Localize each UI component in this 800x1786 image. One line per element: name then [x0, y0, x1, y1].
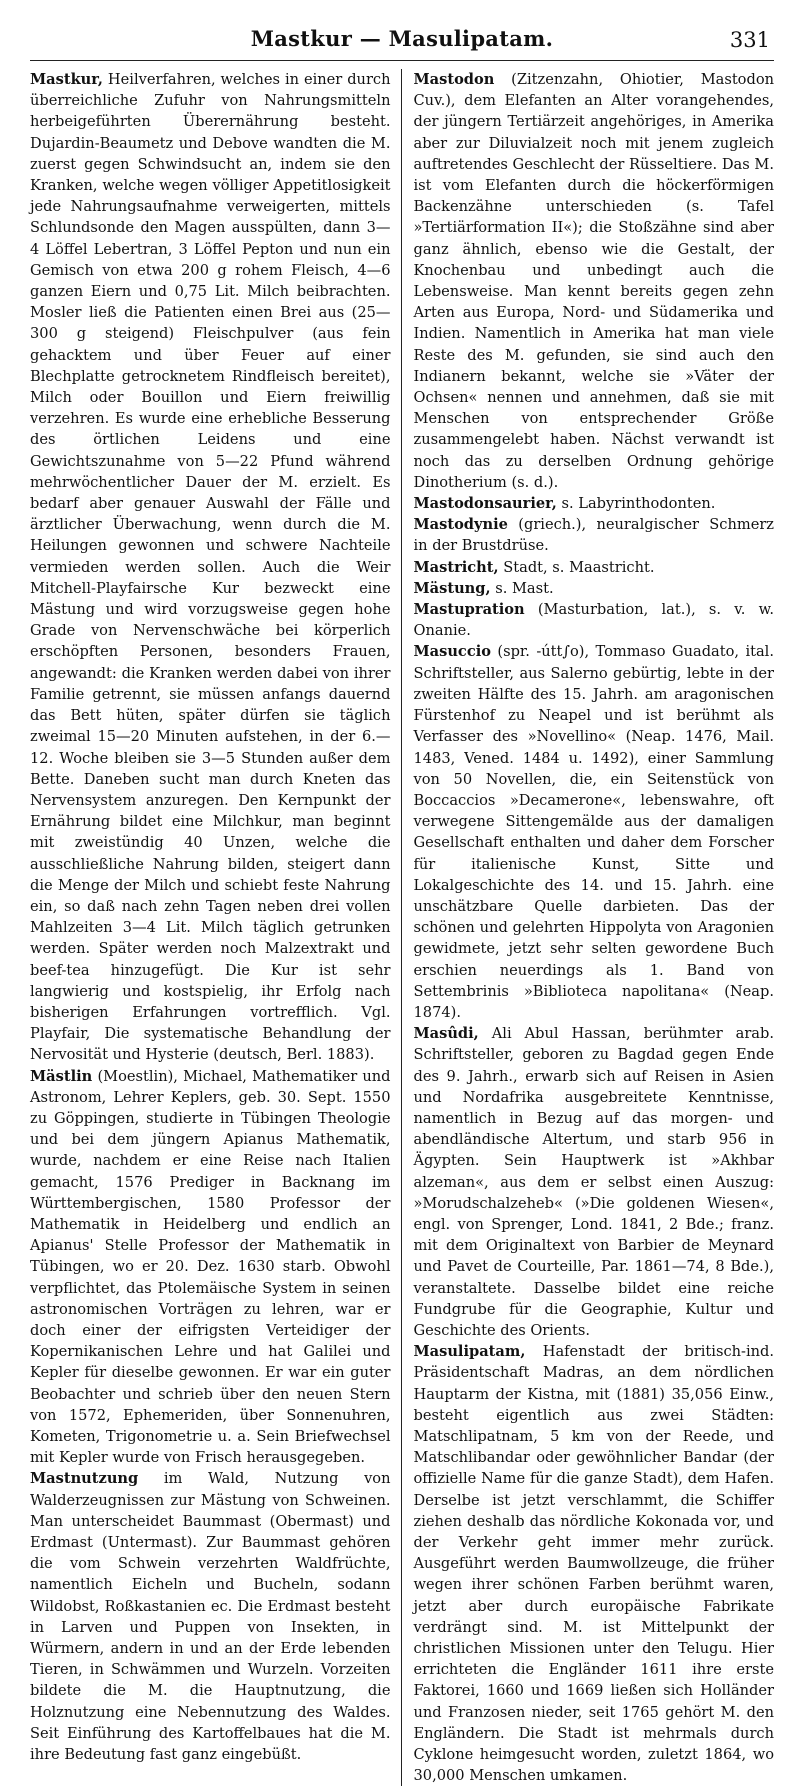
entry-text: s. Labyrinthodonten. — [556, 495, 716, 513]
headword: Mästung, — [413, 579, 491, 597]
entry-mastkur — [30, 69, 391, 1066]
entry-text: (Masturbation, lat.), s. v. w. Onanie. — [413, 601, 774, 640]
two-column-body — [30, 69, 774, 1786]
entry-masudi — [414, 1023, 775, 1341]
entry-text: im Wald, Nutzung von Walderzeugnissen zur Mästung von Schweinen. Man unterscheidet Baummast (Obermast) und Erdmast (Untermast). Zur Baummast gehören die vom Schwein verzehrten Waldfrüchte, namentlich Eicheln und Bucheln, sodann Wildobst, Roßkastanien ec. Die Erdmast besteht in Larven und Puppen von Insekten, in Würmern, andern in und an der Erde lebenden Tieren, in Schwämmen und Wurzeln. Vorzeiten bildete die M. die Hauptnutzung, die Holznutzung eine Nebennutzung des Waldes. Seit Einführung des Kartoffelbaues hat die M. ihre Bedeutung fast ganz eingebüßt. — [30, 1470, 391, 1764]
headword: Mästlin — [30, 1067, 93, 1085]
entry-mastnutzung — [30, 1468, 391, 1765]
headword: Mastodon — [413, 71, 495, 88]
entry-masuccio — [414, 641, 775, 1023]
page-number: 331 — [729, 28, 770, 52]
headword: Mastricht, — [413, 558, 499, 576]
entry-mastodonsaurier — [414, 493, 775, 514]
headword: Mastodonsaurier, — [413, 495, 557, 513]
headword: Mastkur, — [30, 71, 103, 88]
headword: Mastupration — [413, 601, 525, 619]
right-column — [401, 69, 775, 1786]
entry-text: (Moestlin), Michael, Mathematiker und Astronom, Lehrer Keplers, geb. 30. Sept. 1550 zu Göppingen, studierte in Tübingen Theologie und bei dem jüngern Apianus Mathematik, wurde, nachdem er eine Reise nach Italien gemacht, 1576 Prediger in Backnang im Württembergischen, 1580 Professor der Mathematik in Heidelberg und endlich an Apianus' Stelle Professor der Mathematik in Tübingen, wo er 20. Dez. 1630 starb. Obwohl verpflichtet, das Ptolemäische System in seinen astronomischen Vorträgen zu lehren, war er doch einer der eifrigsten Verteidiger der Kopernikanischen Lehre und hat Galilei und Kepler für dieselbe gewonnen. Er war ein guter Beobachter und schrieb über den neuen Stern von 1572, Ephemeriden, über Sonnenuhren, Kometen, Trigonometrie u. a. Sein Briefwechsel mit Kepler wurde von Frisch herausgegeben. — [30, 1067, 391, 1467]
entry-text: Ali Abul Hassan, berühmter arab. Schriftsteller, geboren zu Bagdad gegen Ende des 9. Jahrh., erwarb sich auf Reisen in Asien und Nordafrika ausgebreitete Kenntnisse, namentlich in Bezug auf das morgen- und abendländische Altertum, und starb 956 in Ägypten. Sein Hauptwerk ist »Akhbar alzeman«, aus dem er selbst einen Auszug: »Morudschalzeheb« (»Die goldenen Wiesen«, engl. von Sprenger, Lond. 1841, 2 Bde.; franz. mit dem Originaltext von Barbier de Meynard und Pavet de Courteille, Par. 1861—74, 8 Bde.), veranstaltete. Dasselbe bildet eine reiche Fundgrube für die Geographie, Kultur und Geschichte des Orients. — [413, 1025, 774, 1339]
headword: Masuccio — [413, 643, 491, 661]
entry-text: s. Mast. — [490, 579, 554, 597]
entry-text: (spr. -útt∫o), Tommaso Guadato, ital. Schriftsteller, aus Salerno gebürtig, lebte in der zweiten Hälfte des 15. Jahrh. am aragonischen Fürstenhof zu Neapel und ist berühmt als Verfasser des »Novellino« (Neap. 1476, Mail. 1483, Vened. 1484 u. 1492), einer Sammlung von 50 Novellen, die, ein Seitenstück von Boccaccios »Decamerone«, lebenswahre, oft verwegene Sittengemälde aus der damaligen Gesellschaft enthalten und daher dem Forscher für italienische Kunst, Sitte und Lokalgeschichte des 14. und 15. Jahrh. eine unschätzbare Quelle darbieten. Das der schönen und gelehrten Hippolyta von Aragonien gewidmete, jetzt sehr selten gewordene Buch erschien neuerdings als 1. Band von Settembrinis »Biblioteca napolitana« (Neap. 1874). — [413, 643, 774, 1021]
entry-maestung — [414, 578, 775, 599]
entry-mastupration — [414, 599, 775, 641]
entry-text: Stadt, s. Maastricht. — [498, 558, 655, 576]
entry-text: (griech.), neuralgischer Schmerz in der Brustdrüse. — [413, 516, 774, 555]
running-title: Mastkur — Masulipatam. — [250, 26, 554, 51]
entry-mastodynie — [414, 514, 775, 556]
entry-mastricht — [414, 557, 775, 578]
entry-text: Hafenstadt der britisch-ind. Präsidentschaft Madras, an dem nördlichen Hauptarm der Kistna, mit (1881) 35,056 Einw., besteht eigentlich aus zwei Städten: Matschlipatnam, 5 km von der Reede, und Matschlibandar oder gewöhnlicher Bandar (der offizielle Name für die ganze Stadt), dem Hafen. Derselbe ist jetzt verschlammt, die Schiffer ziehen deshalb das nördliche Kokonada vor, und der Verkehr geht immer mehr zurück. Ausgeführt werden Baumwollzeuge, die früher wegen ihrer schönen Farben berühmt waren, jetzt aber durch europäische Fabrikate verdrängt sind. M. ist Mittelpunkt der christlichen Missionen unter den Telugu. Hier errichteten die Engländer 1611 ihre erste Faktorei, 1660 und 1669 ließen sich Holländer und Franzosen nieder, seit 1765 gehört M. den Engländern. Die Stadt ist mehrmals durch Cyklone heimgesucht worden, zuletzt 1864, wo 30,000 Menschen umkamen. — [413, 1343, 774, 1785]
entry-text: (Zitzenzahn, Ohiotier, Mastodon Cuv.), dem Elefanten an Alter vorangehendes, der jüngern Tertiärzeit angehöriges, in Amerika aber zur Diluvialzeit noch mit jenem zugleich auftretendes Geschlecht der Rüsseltiere. Das M. ist vom Elefanten durch die höckerförmigen Backenzähne unterschieden (s. Tafel »Tertiärformation II«); die Stoßzähne sind aber ganz ähnlich, ebenso wie die Gestalt, der Knochenbau und unbedingt auch die Lebensweise. Man kennt bereits gegen zehn Arten aus Europa, Nord- und Südamerika und Indien. Namentlich in Amerika hat man viele Reste des M. gefunden, sie sind auch den Indianern bekannt, welche sie »Väter der Ochsen« nennen und annehmen, daß sie mit Menschen von entsprechender Größe zusammengelebt haben. Nächst verwandt ist noch das zu derselben Ordnung gehörige Dinotherium (s. d.). — [413, 71, 774, 491]
left-column — [30, 69, 401, 1786]
entry-mastodon — [414, 69, 775, 493]
headword: Masûdi, — [413, 1025, 479, 1043]
page-header — [30, 26, 774, 61]
headword: Mastnutzung — [30, 1470, 139, 1488]
headword: Mastodynie — [413, 516, 508, 534]
entry-masulipatam — [414, 1341, 775, 1786]
headword: Masulipatam, — [413, 1343, 526, 1361]
entry-text: Heilverfahren, welches in einer durch überreichliche Zufuhr von Nahrungsmitteln herbeigeführten Überernährung besteht. Dujardin-Beaumetz und Debove wandten die M. zuerst gegen Schwindsucht an, indem sie den Kranken, welche wegen völliger Appetitlosigkeit jede Nahrungsaufnahme verweigerten, mittels Schlundsonde den Magen ausspülten, dann 3—4 Löffel Lebertran, 3 Löffel Pepton und nun ein Gemisch von etwa 200 g rohem Fleisch, 4—6 ganzen Eiern und 0,75 Lit. Milch beibrachten. Mosler ließ die Patienten einen Brei aus (25—300 g steigend) Fleischpulver (aus fein gehacktem und über Feuer auf einer Blechplatte getrocknetem Rindfleisch bereitet), Milch oder Bouillon und Eiern freiwillig verzehren. Es wurde eine erhebliche Besserung des örtlichen Leidens und eine Gewichtszunahme von 5—22 Pfund während mehrwöchentlicher Dauer der M. erzielt. Es bedarf aber genauer Auswahl der Fälle und ärztlicher Überwachung, wenn durch die M. Heilungen gewonnen und schwere Nachteile vermieden werden sollen. Auch die Weir Mitchell-Playfairsche Kur bezweckt eine Mästung und wird vorzugsweise gegen hohe Grade von Nervenschwäche bei körperlich erschöpften Personen, besonders Frauen, angewandt: die Kranken werden dabei von ihrer Familie getrennt, sie müssen anfangs dauernd das Bett hüten, später dürfen sie täglich zweimal 15—20 Minuten aufstehen, in der 6.—12. Woche bleiben sie 3—5 Stunden außer dem Bette. Daneben sucht man durch Kneten das Nervensystem anzuregen. Den Kernpunkt der Ernährung bildet eine Milchkur, man beginnt mit zweistündig 40 Unzen, welche die ausschließliche Nahrung bilden, steigert dann die Menge der Milch und schiebt feste Nahrung ein, so daß nach zehn Tagen neben drei vollen Mahlzeiten 3—4 Lit. Milch täglich getrunken werden. Später werden noch Malzextrakt und beef-tea hinzugefügt. Die Kur ist sehr langwierig und kostspielig, ihr Erfolg nach bisherigen Erfahrungen vortrefflich. Vgl. Playfair, Die systematische Behandlung der Nervosität und Hysterie (deutsch, Berl. 1883). — [30, 71, 391, 1064]
entry-maestlin — [30, 1066, 391, 1469]
